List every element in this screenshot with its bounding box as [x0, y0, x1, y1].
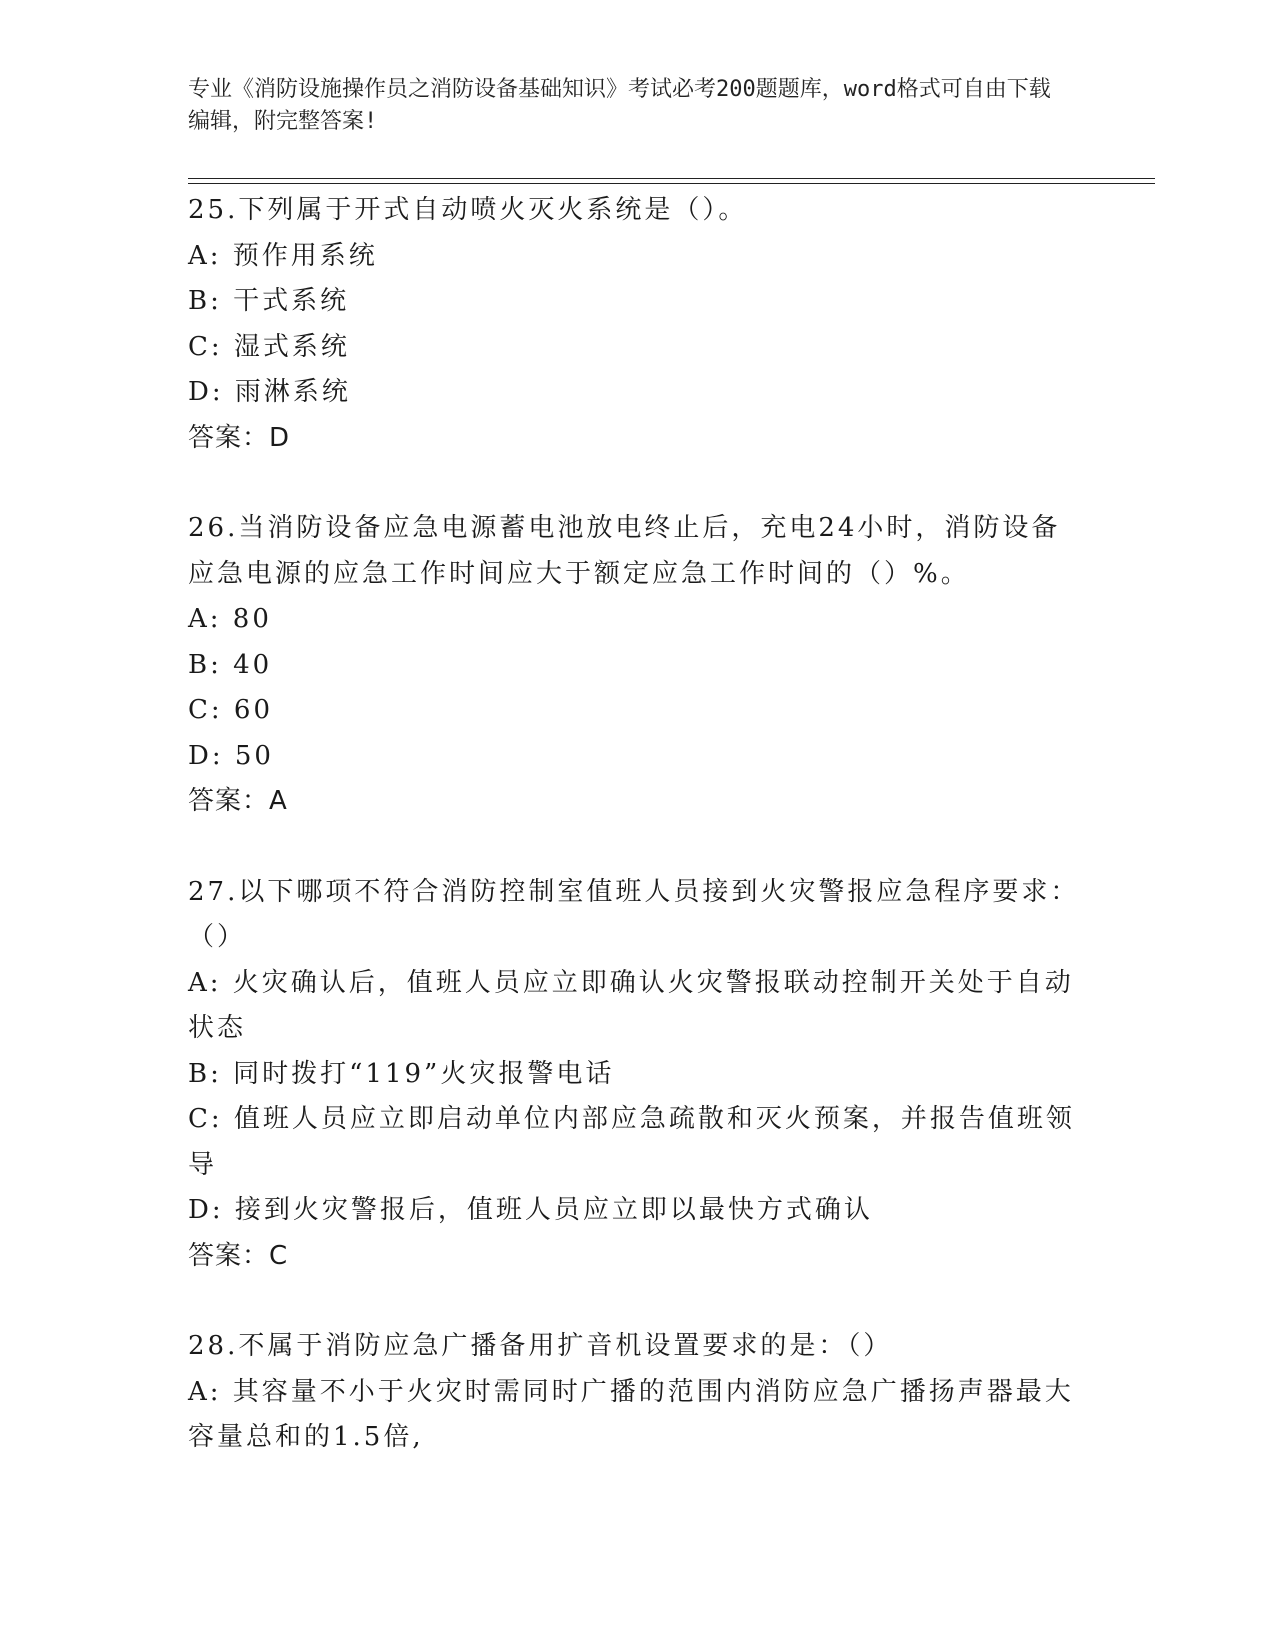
option-c: C: 60 — [188, 695, 274, 725]
question-stem: 25.下列属于开式自动喷火灭火系统是（）。 — [188, 195, 748, 225]
option-a: A: 预作用系统 — [188, 240, 378, 271]
question-stem: 26.当消防设备应急电源蓄电池放电终止后，充电24小时，消防设备应急电源的应急工作时间应大于额定应急工作时间的（）%。 — [188, 513, 1061, 589]
answer: 答案：A — [188, 786, 288, 816]
option-b: B: 40 — [188, 649, 273, 680]
option-d: D: 雨淋系统 — [188, 377, 351, 407]
answer: 答案：C — [188, 1240, 289, 1271]
option-d: D: 接到火灾警报后，值班人员应立即以最快方式确认 — [188, 1195, 873, 1225]
header-rule-bottom — [188, 183, 1155, 184]
question-stem: 28.不属于消防应急广播备用扩音机设置要求的是：（） — [188, 1331, 893, 1361]
question-26 — [188, 506, 1088, 825]
answer: 答案：D — [188, 422, 291, 453]
option-a: A: 80 — [188, 604, 272, 634]
document-header: 专业《消防设施操作员之消防设备基础知识》考试必考200题题库，word格式可自由下载编辑，附完整答案! — [188, 77, 1051, 134]
spacer — [188, 461, 1088, 506]
option-b: B: 干式系统 — [188, 286, 350, 316]
question-27 — [188, 870, 1088, 1280]
option-a: A: 其容量不小于火灾时需同时广播的范围内消防应急广播扬声器最大容量总和的1.5倍, — [188, 1376, 1074, 1452]
spacer — [188, 1279, 1088, 1324]
option-b: B: 同时拨打“119”火灾报警电话 — [188, 1058, 615, 1089]
question-list — [188, 188, 1088, 1461]
question-28 — [188, 1324, 1088, 1461]
question-25 — [188, 188, 1088, 461]
option-a: A: 火灾确认后，值班人员应立即确认火灾警报联动控制开关处于自动状态 — [188, 967, 1074, 1043]
header-rule-top — [188, 178, 1155, 179]
option-d: D: 50 — [188, 740, 274, 771]
option-c: C: 湿式系统 — [188, 331, 350, 362]
spacer — [188, 825, 1088, 870]
question-stem: 27.以下哪项不符合消防控制室值班人员接到火灾警报应急程序要求：（） — [188, 876, 1080, 952]
option-c: C: 值班人员应立即启动单位内部应急疏散和灭火预案，并报告值班领导 — [188, 1104, 1075, 1180]
